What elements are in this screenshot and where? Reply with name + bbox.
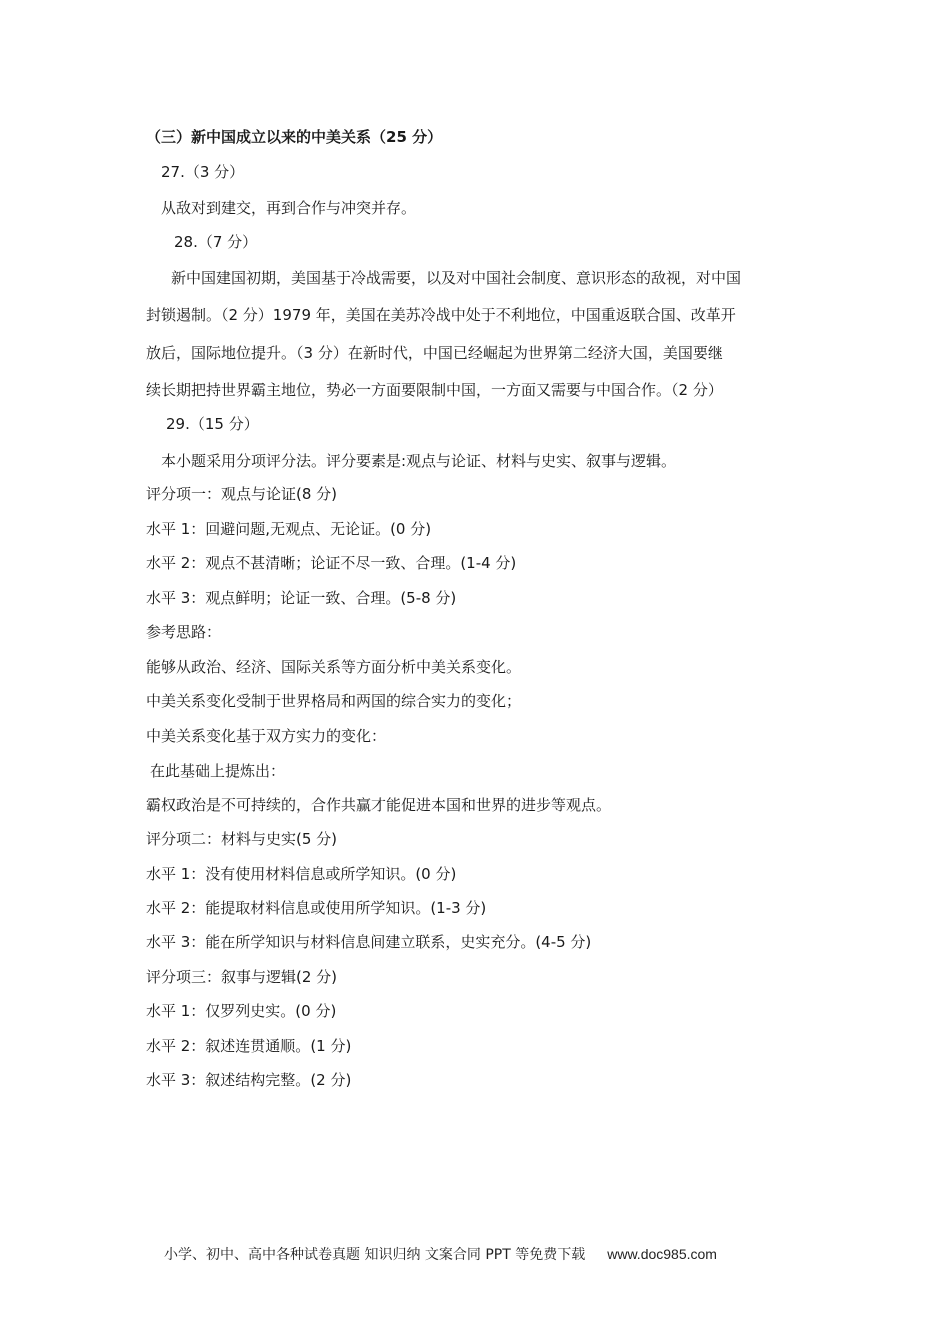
reference-title: 参考思路：	[146, 623, 222, 641]
page-footer	[164, 1244, 717, 1264]
footer-site-link[interactable]: www.doc985.com	[607, 1246, 717, 1262]
item2-level-1: 水平 1：没有使用材料信息或所学知识。(0 分)	[146, 865, 457, 883]
q27-label: 27.（3 分）	[161, 163, 245, 181]
item2-level-2: 水平 2：能提取材料信息或使用所学知识。(1-3 分)	[146, 899, 487, 917]
item3-level-1: 水平 1：仅罗列史实。(0 分)	[146, 1002, 337, 1020]
reference-line-3: 中美关系变化基于双方实力的变化：	[146, 727, 387, 745]
item2-level-3: 水平 3：能在所学知识与材料信息间建立联系，史实充分。(4-5 分)	[146, 933, 592, 951]
item3-level-3: 水平 3：叙述结构完整。(2 分)	[146, 1071, 352, 1089]
footer-text: 小学、初中、高中各种试卷真题 知识归纳 文案合同 PPT 等免费下载	[164, 1247, 586, 1263]
q28-line-3: 放后，国际地位提升。（3 分）在新时代，中国已经崛起为世界第二经济大国，美国要继	[146, 344, 723, 362]
q28-line-1: 新中国建国初期，美国基于冷战需要，以及对中国社会制度、意识形态的敌视，对中国	[171, 269, 742, 287]
q29-label: 29.（15 分）	[166, 415, 259, 433]
item1-level-1: 水平 1：回避问题,无观点、无论证。(0 分)	[146, 520, 432, 538]
section-title: （三）新中国成立以来的中美关系（25 分）	[146, 128, 443, 146]
q29-intro: 本小题采用分项评分法。评分要素是:观点与论证、材料与史实、叙事与逻辑。	[161, 452, 677, 470]
item1-level-3: 水平 3：观点鲜明；论证一致、合理。(5-8 分)	[146, 589, 457, 607]
q28-label: 28.（7 分）	[174, 233, 258, 251]
reference-line-2: 中美关系变化受制于世界格局和两国的综合实力的变化；	[146, 692, 522, 710]
q27-answer: 从敌对到建交，再到合作与冲突并存。	[161, 199, 417, 217]
item1-level-2: 水平 2：观点不甚清晰；论证不尽一致、合理。(1-4 分)	[146, 554, 517, 572]
item1-title: 评分项一：观点与论证(8 分)	[146, 485, 338, 503]
reference-line-1: 能够从政治、经济、国际关系等方面分析中美关系变化。	[146, 658, 522, 676]
item2-title: 评分项二：材料与史实(5 分)	[146, 830, 338, 848]
reference-line-5: 霸权政治是不可持续的，合作共赢才能促进本国和世界的进步等观点。	[146, 796, 612, 814]
q28-line-4: 续长期把持世界霸主地位，势必一方面要限制中国，一方面又需要与中国合作。（2 分）	[146, 381, 723, 399]
item3-title: 评分项三：叙事与逻辑(2 分)	[146, 968, 338, 986]
q28-line-2: 封锁遏制。（2 分）1979 年，美国在美苏冷战中处于不利地位，中国重返联合国、改革开	[146, 306, 736, 324]
reference-line-4: 在此基础上提炼出：	[150, 762, 286, 780]
item3-level-2: 水平 2：叙述连贯通顺。(1 分)	[146, 1037, 352, 1055]
